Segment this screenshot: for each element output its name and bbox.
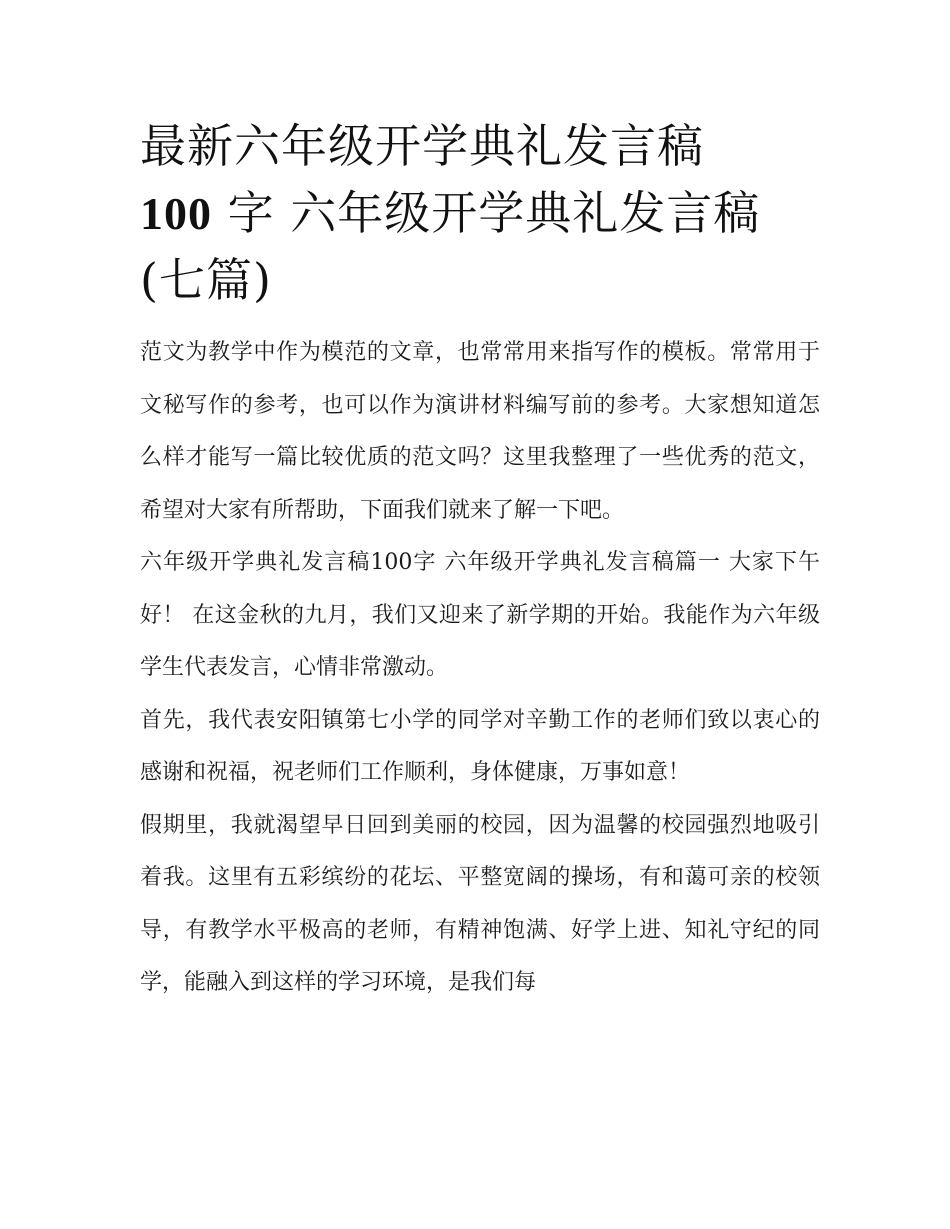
document-body bbox=[140, 327, 820, 1010]
paragraph-opening: 六年级开学典礼发言稿100字 六年级开学典礼发言稿篇一 大家下午好！ 在这金秋的九月，我们又迎来了新学期的开始。我能作为六年级学生代表发言，心情非常激动。 bbox=[140, 550, 820, 680]
title-line-2 bbox=[140, 180, 820, 247]
title-line-3: (七篇) bbox=[140, 253, 272, 307]
document-title bbox=[140, 113, 820, 314]
title-line-2-text: 字 六年级开学典礼发言稿 bbox=[212, 186, 761, 240]
title-line-1: 最新六年级开学典礼发言稿 bbox=[140, 119, 704, 173]
paragraph-campus: 假期里，我就渴望早日回到美丽的校园，因为温馨的校园强烈地吸引着我。这里有五彩缤纷的花坛、平整宽阔的操场，有和蔼可亲的校领导，有教学水平极高的老师，有精神饱满、好学上进、知礼守纪的同学，能融入到这样的学习环境，是我们每 bbox=[140, 812, 820, 995]
paragraph-intro: 范文为教学中作为模范的文章，也常常用来指写作的模板。常常用于文秘写作的参考，也可以作为演讲材料编写前的参考。大家想知道怎么样才能写一篇比较优质的范文吗？这里我整理了一些优秀的范文，希望对大家有所帮助，下面我们就来了解一下吧。 bbox=[140, 340, 820, 523]
title-number: 100 bbox=[140, 188, 212, 239]
document-content bbox=[140, 113, 820, 1010]
paragraph-thanks: 首先，我代表安阳镇第七小学的同学对辛勤工作的老师们致以衷心的感谢和祝福，祝老师们工作顺利，身体健康，万事如意！ bbox=[140, 707, 820, 785]
